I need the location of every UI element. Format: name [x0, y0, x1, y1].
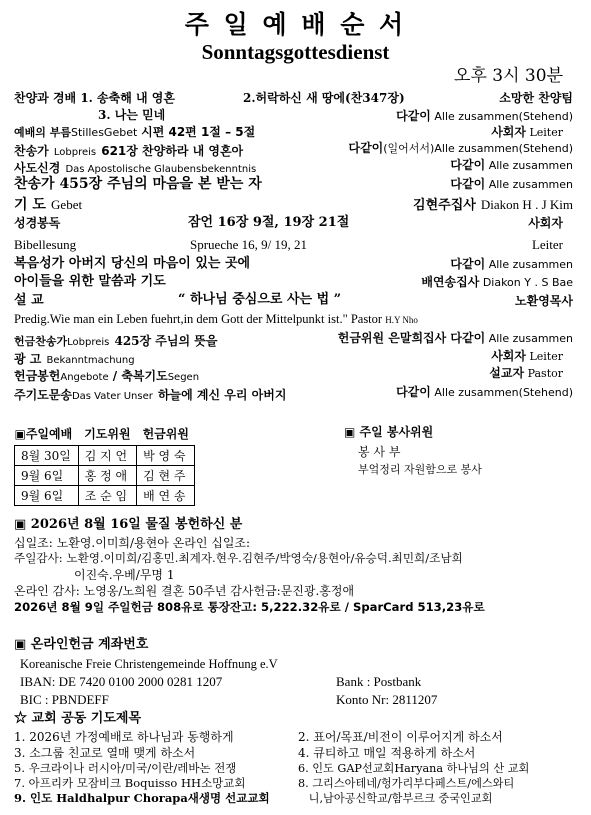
order-who: 헌금위원 은말희집사 다같이 Alle zusammen [337, 331, 573, 345]
offering-thanks-cont: 이진숙.우베/무명 1 [74, 568, 175, 582]
order-who: 다같이 Alle zusammen(Stehend) [396, 109, 573, 123]
order-who: 다같이 Alle zusammen(Stehend) [396, 385, 573, 399]
table-row: 9월 6일 홍 정 애 김 현 주 [15, 466, 195, 486]
page-subtitle: Sonntagsgottesdienst [201, 40, 390, 64]
table-header-worship: ▣주일예배 [14, 427, 73, 441]
order-song: 3. 나는 믿네 [98, 108, 166, 122]
offering-online: 온라인 감사: 노영옹/노희원 결혼 50주년 감사헌금:문진광.홍정애 [14, 584, 355, 598]
order-item-announcement: 광 고 Bekanntmachung [14, 352, 135, 366]
order-who: Leiter [531, 237, 563, 252]
offering-summary: 2026년 8월 9일 주일헌금 808유로 통장잔고: 5,222.32유로 / SparCard 513,23유로 [14, 600, 485, 614]
offering-title: ▣ 2026년 8월 16일 물질 봉헌하신 분 [14, 517, 243, 532]
order-item-reading-de: Bibellesung [14, 237, 77, 252]
service-time: 오후 3시 30분 [454, 66, 563, 86]
order-item-prayer: 기 도 Gebet [14, 197, 83, 213]
service-committee-task: 부엌정리 자원함으로 봉사 [358, 463, 482, 476]
list-item: 1. 2026년 가정예배로 하나님과 동행하게 [14, 730, 234, 744]
order-song: 2.허락하신 새 땅에(찬347장) [243, 91, 405, 105]
list-item: 니,남아공신학교/함부르크 중국인교회 [298, 792, 493, 805]
order-who: 노환영목사 [515, 294, 573, 308]
list-item: 9. 인도 Haldhalpur Chorapa새생명 선교교회 [14, 791, 270, 805]
order-item-lords-prayer: 주기도문송Das Vater Unser 하늘에 계신 우리 아버지 [14, 388, 287, 402]
order-item-offertory: 헌금봉헌Angebote / 축복기도Segen [14, 369, 200, 383]
service-committee-dept: 봉 사 부 [358, 445, 401, 459]
order-who: 다같이(일어서서)Alle zusammen(Stehend) [348, 141, 573, 155]
account-iban: IBAN: DE 7420 0100 2000 0281 1207 [20, 674, 223, 689]
account-konto: Konto Nr: 2811207 [336, 692, 438, 707]
table-header-offering: 헌금위원 [142, 427, 189, 441]
list-item: 6. 인도 GAP선교회Haryana 하나님의 산 교회 [298, 762, 530, 775]
sermon-title-de: Predig.Wie man ein Leben fuehrt,in dem Gott der Mittelpunkt ist." Pastor H.Y Nho [14, 312, 418, 326]
list-item: 8. 그리스아테네/헝가리부다페스트/에스와티 [298, 777, 515, 790]
table-row: 9월 6일 조 순 임 배 연 송 [15, 486, 195, 506]
order-who: 사회자 Leiter [491, 349, 563, 363]
offering-tithe: 십일조: 노환영.이미희/용현아 온라인 십일조: [14, 536, 251, 550]
order-who: 배연송집사 Diakon Y . S Bae [421, 275, 573, 289]
list-item: 7. 아프리카 모잠비크 Boquisso HH소망교회 [14, 776, 246, 790]
order-item-creed: 사도신경 Das Apostolische Glaubensbekenntnis [14, 161, 257, 175]
order-song: 1. 송축해 내 영혼 [80, 91, 175, 105]
order-label: 찬양과 경배 [14, 91, 77, 105]
order-who: 설교자 Pastor [489, 366, 563, 380]
order-who: 김현주집사 Diakon H . J Kim [413, 197, 573, 213]
order-reference: 잠언 16장 9절, 19장 21절 [188, 215, 350, 230]
table-header-prayer: 기도위원 [84, 427, 131, 441]
order-item-hymn: 찬송가 455장 주님의 마음을 본 받는 자 [14, 176, 262, 192]
order-who: 다같이 Alle zusammen [450, 177, 573, 191]
account-bank: Bank : Postbank [336, 674, 422, 689]
page-title: 주 일 예 배 순 서 [184, 10, 407, 39]
list-item: 3. 소그룹 친교로 열매 맺게 하소서 [14, 746, 196, 760]
sermon-title: “ 하나님 중심으로 사는 법 ” [178, 292, 342, 307]
order-who: 사회자 Leiter [491, 125, 563, 139]
service-committee-title: ▣ 주일 봉사위원 [344, 425, 434, 439]
order-item-gospel-song: 복음성가 아버지 당신의 마음이 있는 곳에 [14, 256, 251, 271]
account-holder: Koreanische Freie Christengemeinde Hoffnung e.V [20, 657, 278, 671]
order-item-call: 예배의 부름StillesGebet 시편 42편 1절 – 5절 [14, 125, 256, 139]
order-who: 다같이 Alle zusammen [450, 257, 573, 271]
account-bic: BIC : PBNDEFF [20, 692, 109, 707]
offering-thanks: 주일감사: 노환영.이미희/김홍민.최계자.현우.김현주/박영숙/용현아/유승덕.최민희/조남희 [14, 551, 463, 565]
order-item-offering-hymn: 헌금찬송가Lobpreis 425장 주님의 뜻을 [14, 334, 218, 348]
order-reference: Sprueche 16, 9/ 19, 21 [190, 237, 307, 252]
list-item: 5. 우크라이나 러시아/미국/이란/레바논 전쟁 [14, 761, 237, 775]
order-item-praise [14, 92, 175, 104]
table-row: 8월 30일 김 지 언 박 영 숙 [15, 446, 195, 466]
worship-committee-table [14, 424, 195, 506]
list-item: 4. 큐티하고 매일 적용하게 하소서 [298, 746, 476, 760]
order-item-sermon: 설 교 [14, 293, 44, 308]
order-item-hymn: 찬송가 Lobpreis 621장 찬양하라 내 영혼아 [14, 144, 244, 158]
order-who: 사회자 [528, 216, 563, 230]
order-leader: 소망한 찬양팀 [499, 91, 573, 105]
list-item: 2. 표어/목표/비전이 이루어지게 하소서 [298, 730, 503, 744]
order-item-reading: 성경봉독 [14, 216, 61, 230]
prayer-title: ☆ 교회 공동 기도제목 [14, 711, 142, 726]
order-who: 다같이 Alle zusammen [450, 158, 573, 172]
order-item-children: 아이들을 위한 말씀과 기도 [14, 274, 166, 289]
account-title: ▣ 온라인헌금 계좌번호 [14, 637, 149, 652]
